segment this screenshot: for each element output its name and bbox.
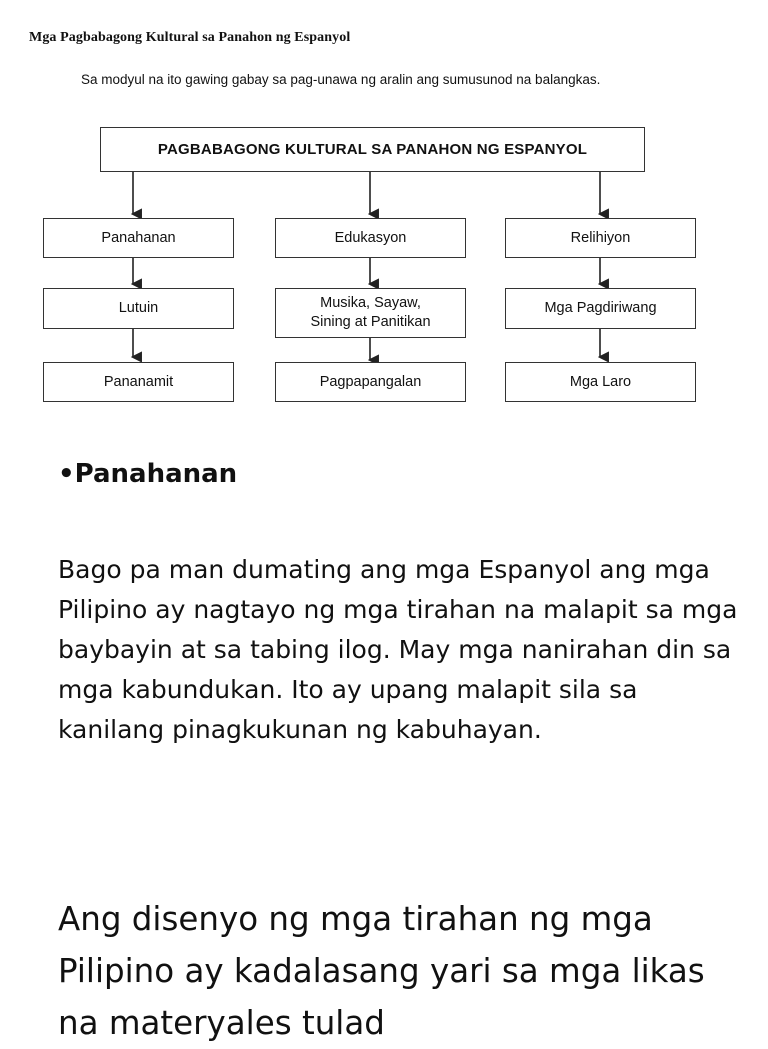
diagram-node-pananamit: Pananamit: [43, 362, 234, 402]
diagram-node-pagdiriwang: Mga Pagdiriwang: [505, 288, 696, 329]
diagram-node-pagpapangalan: Pagpapangalan: [275, 362, 466, 402]
diagram-node-musika: Musika, Sayaw, Sining at Panitikan: [275, 288, 466, 338]
diagram-node-lutuin: Lutuin: [43, 288, 234, 329]
diagram-arrows: [0, 0, 768, 420]
intro-paragraph: Sa modyul na ito gawing gabay sa pag-unawa ng aralin ang sumusunod na balangkas.: [81, 72, 601, 87]
body-paragraph-large: Ang disenyo ng mga tirahan ng mga Pilipino ay kadalasang yari sa mga likas na materyales tulad: [58, 900, 705, 1042]
body-paragraph: Bago pa man dumating ang mga Espanyol ang mga Pilipino ay nagtayo ng mga tirahan na malapit sa mga baybayin at sa tabing ilog. May mga nanirahan din sa mga kabundukan. Ito ay upang malapit sila sa kanilang pinagkukunan ng kabuhayan.: [58, 555, 738, 744]
section-heading: •Panahanan: [58, 459, 238, 489]
diagram-node-edukasyon: Edukasyon: [275, 218, 466, 258]
diagram-node-mga-laro: Mga Laro: [505, 362, 696, 402]
diagram-node-relihiyon: Relihiyon: [505, 218, 696, 258]
document-title: Mga Pagbabagong Kultural sa Panahon ng Espanyol: [29, 30, 351, 45]
diagram-root-box: PAGBABAGONG KULTURAL SA PANAHON NG ESPANYOL: [100, 127, 645, 172]
diagram-node-panahanan: Panahanan: [43, 218, 234, 258]
